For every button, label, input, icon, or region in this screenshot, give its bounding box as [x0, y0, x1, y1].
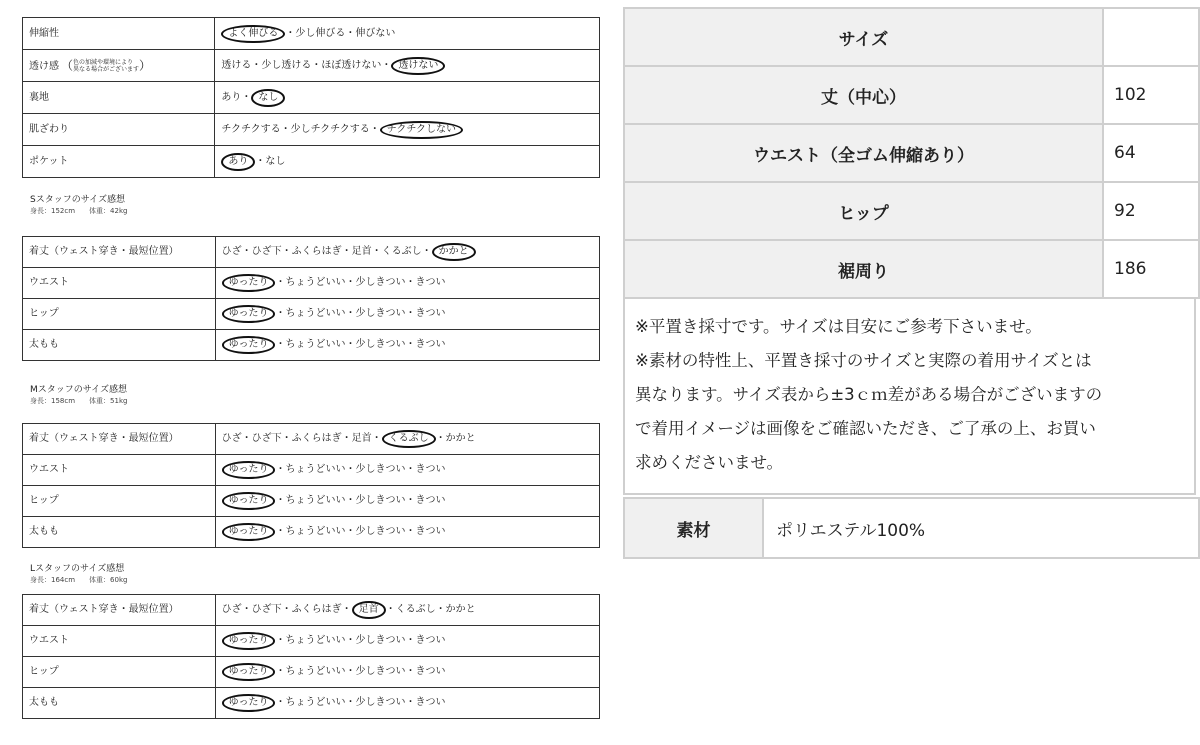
- property-label: [23, 626, 216, 657]
- option-separator: ・: [369, 123, 380, 135]
- property-row: [23, 657, 600, 688]
- property-label: [23, 517, 216, 548]
- option-separator: ・: [275, 277, 286, 288]
- property-label: [23, 688, 216, 719]
- note-line-text: 異なる場合がございます: [73, 65, 140, 73]
- selected-option: ゆったり: [222, 523, 276, 541]
- option-text: きつい: [415, 526, 446, 537]
- option-text: 少しきつい: [355, 495, 406, 506]
- option-text: 少し透ける: [261, 59, 312, 71]
- property-options: [215, 595, 599, 626]
- option-separator: ・: [345, 464, 356, 475]
- option-separator: ・: [405, 495, 416, 506]
- option-text: チクチクする: [221, 123, 281, 135]
- property-row: [23, 146, 600, 178]
- staff-header: [30, 564, 127, 586]
- option-separator: ・: [275, 666, 286, 677]
- note-line: で着用イメージは画像をご確認いただき、ご了承の上、お買い: [635, 419, 1096, 438]
- option-separator: ・: [405, 277, 416, 288]
- property-row: [23, 626, 600, 657]
- option-separator: ・: [371, 246, 382, 257]
- option-text: あり: [221, 91, 242, 103]
- note-paren: （: [61, 58, 74, 72]
- option-separator: ・: [280, 123, 291, 135]
- option-separator: ・: [275, 635, 286, 646]
- property-row: [23, 424, 600, 455]
- option-text: きつい: [415, 339, 446, 350]
- property-row: [23, 688, 600, 719]
- staff-height: 身長：164cm: [30, 576, 76, 584]
- property-label-text: 着丈（ウェスト穿き・最短位置）: [29, 433, 179, 444]
- option-text: ほぼ透けない: [321, 59, 382, 71]
- option-text: きつい: [415, 635, 446, 646]
- option-separator: ・: [345, 697, 356, 708]
- property-label-text: ウエスト: [29, 464, 69, 475]
- property-row: [23, 268, 600, 299]
- option-text: ちょうどいい: [285, 697, 346, 708]
- property-row: [23, 517, 600, 548]
- staff-weight: 体重：60kg: [89, 576, 128, 584]
- option-text: ちょうどいい: [285, 495, 346, 506]
- selected-option: あり: [221, 153, 255, 171]
- property-options: [215, 688, 599, 719]
- property-label-text: ウエスト: [29, 277, 69, 288]
- property-options: [215, 455, 599, 486]
- size-table-row: [624, 66, 1199, 124]
- option-text: 少しきつい: [355, 339, 406, 350]
- staff-measurements: [30, 396, 127, 407]
- option-separator: ・: [405, 635, 416, 646]
- option-text: 少しきつい: [355, 635, 406, 646]
- size-row-value: 92: [1103, 182, 1199, 240]
- option-text: 少しきつい: [355, 277, 406, 288]
- fabric-properties-table: [22, 17, 600, 178]
- option-separator: ・: [341, 604, 352, 615]
- property-options: [215, 18, 600, 50]
- selected-option: ゆったり: [222, 492, 276, 510]
- option-separator: ・: [405, 464, 416, 475]
- option-separator: ・: [281, 604, 292, 615]
- property-label: [23, 82, 215, 114]
- property-options: [215, 268, 599, 299]
- selected-option: チクチクしない: [380, 121, 463, 139]
- property-row: [23, 595, 600, 626]
- option-separator: ・: [241, 433, 252, 444]
- option-text: ふくらはぎ: [291, 246, 342, 257]
- option-separator: ・: [285, 27, 296, 39]
- option-text: ちょうどいい: [285, 666, 346, 677]
- property-label-text: 伸縮性: [29, 27, 59, 39]
- option-text: きつい: [415, 277, 446, 288]
- property-label: [23, 18, 215, 50]
- option-text: きつい: [415, 666, 446, 677]
- staff-size-table: [22, 236, 600, 361]
- property-label-text: ヒップ: [29, 666, 59, 677]
- option-separator: ・: [341, 246, 352, 257]
- selected-option: ゆったり: [222, 632, 276, 650]
- selected-option: ゆったり: [222, 694, 276, 712]
- selected-option: ゆったり: [222, 461, 276, 479]
- option-separator: ・: [385, 604, 396, 615]
- size-table-header-row: [624, 8, 1199, 66]
- option-separator: ・: [241, 91, 252, 103]
- staff-header: [30, 385, 127, 407]
- size-table-row: [624, 182, 1199, 240]
- property-row: [23, 18, 600, 50]
- option-separator: ・: [345, 27, 356, 39]
- option-separator: ・: [251, 59, 262, 71]
- size-row-label: 裾周り: [624, 240, 1103, 298]
- option-text: きつい: [415, 697, 446, 708]
- option-separator: ・: [345, 277, 356, 288]
- option-text: ちょうどいい: [285, 277, 346, 288]
- option-separator: ・: [405, 697, 416, 708]
- property-label-text: ポケット: [29, 155, 69, 167]
- option-text: くるぶし: [395, 604, 436, 615]
- size-row-label: ウエスト（全ゴム伸縮あり）: [624, 124, 1103, 182]
- property-options: [215, 424, 599, 455]
- property-label: [23, 237, 216, 268]
- property-label: [23, 268, 216, 299]
- size-table: [623, 7, 1200, 299]
- property-options: [215, 82, 600, 114]
- option-text: 足首: [351, 246, 372, 257]
- property-label-text: 肌ざわり: [29, 123, 69, 135]
- property-label: [23, 114, 215, 146]
- option-text: 少しきつい: [355, 464, 406, 475]
- option-text: ひざ下: [251, 433, 282, 444]
- option-separator: ・: [311, 59, 322, 71]
- size-header-value: [1103, 8, 1199, 66]
- option-separator: ・: [281, 433, 292, 444]
- property-label: [23, 455, 216, 486]
- size-row-label: ヒップ: [624, 182, 1103, 240]
- option-text: 少しきつい: [355, 308, 406, 319]
- staff-height: 身長：152cm: [30, 207, 76, 215]
- staff-title: Mスタッフのサイズ感想: [30, 385, 128, 395]
- property-options: [215, 626, 599, 657]
- option-text: 少しチクチクする: [290, 123, 370, 135]
- option-text: 少し伸びる: [295, 27, 346, 39]
- size-table-row: [624, 240, 1199, 298]
- property-row: [23, 82, 600, 114]
- property-label: [23, 146, 215, 178]
- option-separator: ・: [341, 433, 352, 444]
- note-line: 異なります。サイズ表から±3ｃｍ差がある場合がございますの: [635, 385, 1103, 404]
- option-separator: ・: [405, 526, 416, 537]
- note-paren: ）: [139, 58, 152, 72]
- size-row-value: 64: [1103, 124, 1199, 182]
- property-row: [23, 455, 600, 486]
- option-separator: ・: [435, 604, 446, 615]
- selected-option: 足首: [352, 601, 386, 619]
- note-line-text: 色の加減や環境により: [73, 58, 134, 66]
- staff-weight: 体重：51kg: [89, 397, 128, 405]
- option-text: 少しきつい: [355, 666, 406, 677]
- option-text: きつい: [415, 308, 446, 319]
- property-options: [215, 486, 599, 517]
- property-options: [215, 146, 600, 178]
- property-label-text: ヒップ: [29, 308, 59, 319]
- option-separator: ・: [345, 635, 356, 646]
- option-text: ひざ下: [251, 246, 282, 257]
- property-options: [215, 657, 599, 688]
- option-separator: ・: [345, 526, 356, 537]
- option-text: ちょうどいい: [285, 308, 346, 319]
- property-options: [215, 299, 599, 330]
- selected-option: ゆったり: [222, 336, 276, 354]
- property-label-text: 着丈（ウェスト穿き・最短位置）: [29, 246, 179, 257]
- option-separator: ・: [275, 697, 286, 708]
- material-row: [624, 498, 1199, 558]
- staff-weight: 体重：42kg: [89, 207, 128, 215]
- option-text: ひざ: [221, 433, 242, 444]
- measurement-notes: [623, 297, 1196, 495]
- option-text: ふくらはぎ: [291, 604, 342, 615]
- option-text: ひざ: [221, 604, 242, 615]
- option-separator: ・: [381, 59, 392, 71]
- selected-option: ゆったり: [222, 274, 276, 292]
- option-text: ちょうどいい: [285, 339, 346, 350]
- staff-size-table: [22, 423, 600, 548]
- option-separator: ・: [371, 433, 382, 444]
- option-separator: ・: [275, 339, 286, 350]
- option-separator: ・: [255, 155, 266, 167]
- option-text: なし: [265, 155, 286, 167]
- size-table-row: [624, 124, 1199, 182]
- property-label-text: ヒップ: [29, 495, 59, 506]
- option-separator: ・: [405, 666, 416, 677]
- option-separator: ・: [421, 246, 432, 257]
- option-text: 足首: [351, 433, 372, 444]
- property-label-text: 透け感: [29, 60, 59, 72]
- option-text: 伸びない: [355, 27, 396, 39]
- property-note: [61, 59, 151, 73]
- option-separator: ・: [275, 526, 286, 537]
- option-text: ふくらはぎ: [291, 433, 342, 444]
- option-separator: ・: [345, 666, 356, 677]
- option-text: 少しきつい: [355, 526, 406, 537]
- property-label: [23, 299, 216, 330]
- property-label: [23, 657, 216, 688]
- note-lines: [73, 59, 139, 73]
- property-label: [23, 595, 216, 626]
- option-separator: ・: [345, 308, 356, 319]
- selected-option: かかと: [432, 243, 476, 261]
- property-options: [215, 330, 599, 361]
- property-row: [23, 50, 600, 82]
- property-row: [23, 330, 600, 361]
- option-text: ひざ: [221, 246, 242, 257]
- option-text: くるぶし: [381, 246, 422, 257]
- option-separator: ・: [405, 339, 416, 350]
- option-separator: ・: [435, 433, 446, 444]
- option-text: ちょうどいい: [285, 635, 346, 646]
- size-row-value: 186: [1103, 240, 1199, 298]
- note-line: ※平置き採寸です。サイズは目安にご参考下さいませ。: [635, 317, 1042, 336]
- option-text: ちょうどいい: [285, 464, 346, 475]
- size-header-label: サイズ: [624, 8, 1103, 66]
- size-row-value: 102: [1103, 66, 1199, 124]
- material-value: ポリエステル100%: [763, 498, 1199, 558]
- property-label-text: 太もも: [29, 697, 59, 708]
- option-text: 透ける: [221, 59, 252, 71]
- option-separator: ・: [281, 246, 292, 257]
- property-label: [23, 330, 216, 361]
- option-text: きつい: [415, 464, 446, 475]
- property-row: [23, 114, 600, 146]
- option-text: かかと: [445, 604, 476, 615]
- option-separator: ・: [275, 308, 286, 319]
- size-row-label: 丈（中心）: [624, 66, 1103, 124]
- staff-title: Lスタッフのサイズ感想: [30, 564, 125, 574]
- option-separator: ・: [345, 495, 356, 506]
- option-text: ちょうどいい: [285, 526, 346, 537]
- property-row: [23, 237, 600, 268]
- staff-measurements: [30, 575, 127, 586]
- property-row: [23, 299, 600, 330]
- property-options: [215, 50, 600, 82]
- option-text: かかと: [445, 433, 476, 444]
- selected-option: ゆったり: [222, 305, 276, 323]
- property-label-text: 裏地: [29, 91, 49, 103]
- property-options: [215, 517, 599, 548]
- option-text: きつい: [415, 495, 446, 506]
- option-separator: ・: [241, 246, 252, 257]
- option-text: ひざ下: [251, 604, 282, 615]
- property-label: [23, 50, 215, 82]
- selected-option: なし: [251, 89, 285, 107]
- staff-measurements: [30, 206, 127, 217]
- staff-header: [30, 195, 127, 217]
- property-label-text: 着丈（ウェスト穿き・最短位置）: [29, 604, 179, 615]
- option-separator: ・: [241, 604, 252, 615]
- material-table: [623, 497, 1200, 559]
- property-label-text: ウエスト: [29, 635, 69, 646]
- property-label-text: 太もも: [29, 339, 59, 350]
- property-options: [215, 114, 600, 146]
- property-options: [215, 237, 599, 268]
- option-separator: ・: [275, 495, 286, 506]
- staff-height: 身長：158cm: [30, 397, 76, 405]
- option-text: 少しきつい: [355, 697, 406, 708]
- staff-size-table: [22, 594, 600, 719]
- property-row: [23, 486, 600, 517]
- option-separator: ・: [405, 308, 416, 319]
- selected-option: ゆったり: [222, 663, 276, 681]
- note-line: ※素材の特性上、平置き採寸のサイズと実際の着用サイズとは: [635, 351, 1092, 370]
- property-label: [23, 486, 216, 517]
- selected-option: くるぶし: [382, 430, 436, 448]
- option-separator: ・: [345, 339, 356, 350]
- property-label: [23, 424, 216, 455]
- property-label-text: 太もも: [29, 526, 59, 537]
- option-separator: ・: [275, 464, 286, 475]
- selected-option: よく伸びる: [221, 25, 285, 43]
- material-label: 素材: [624, 498, 763, 558]
- note-line: 求めくださいませ。: [635, 453, 784, 472]
- selected-option: 透けない: [391, 57, 445, 75]
- staff-title: Sスタッフのサイズ感想: [30, 195, 125, 205]
